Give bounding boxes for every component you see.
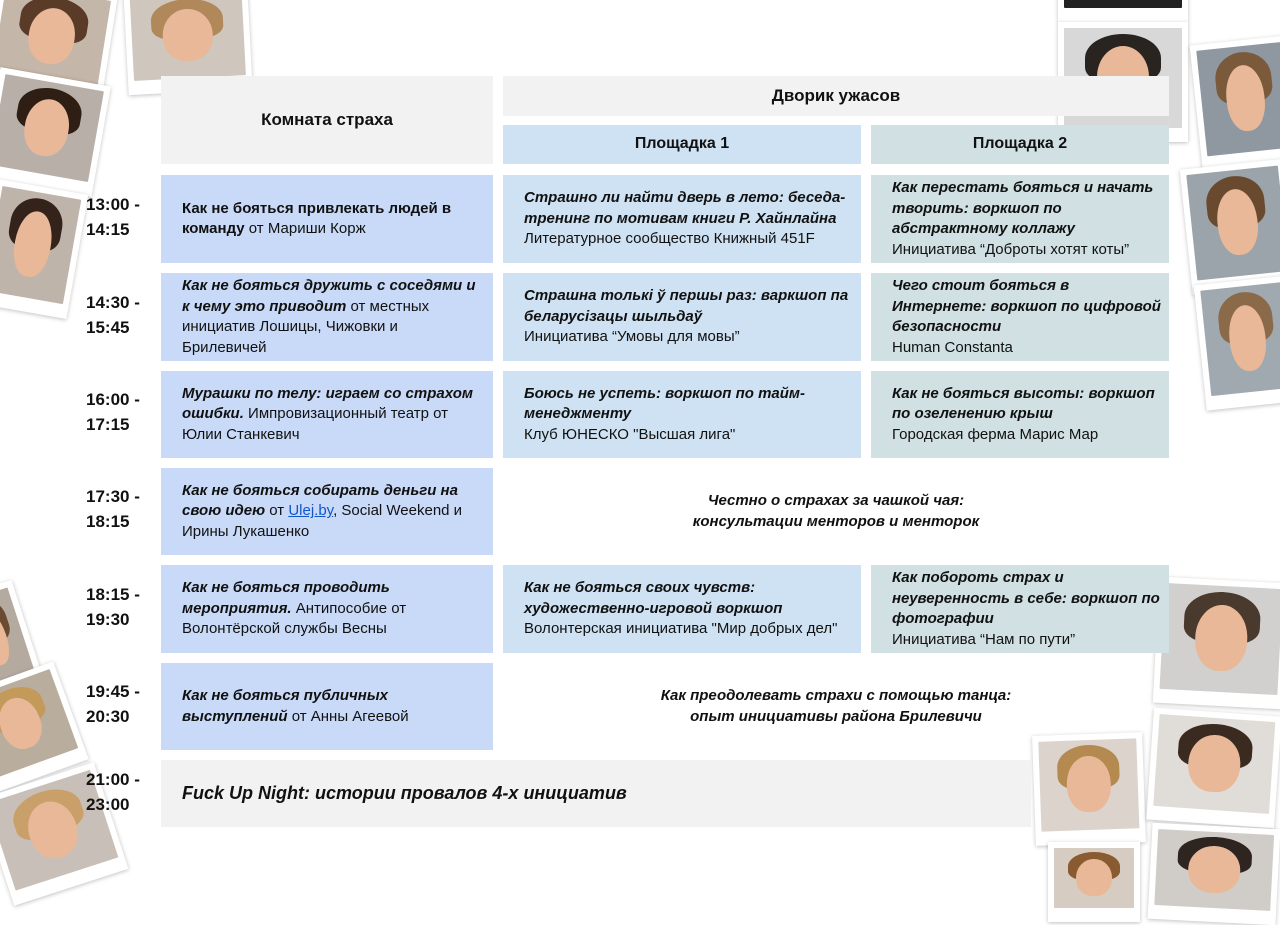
header-stage1-label: Площадка 1 — [634, 135, 730, 153]
session-organizer: Литературное сообщество Книжный 451F — [524, 230, 815, 248]
photo-right-10 — [1148, 823, 1280, 925]
session-host: от местных инициатив Лошицы, Чижовки и Брилевичей — [182, 297, 430, 356]
session-host: , Social Weekend и Ирины Лукашенко — [182, 502, 463, 540]
time-end: 19:30 — [86, 610, 130, 629]
session-host: от Анны Агеевой — [287, 707, 409, 725]
finale-session — [161, 760, 1031, 827]
session-title: Как не бояться дружить с соседями и к чему это приводит — [182, 277, 476, 315]
session-host: от Мариши Корж — [244, 220, 366, 237]
stage1-session-1 — [503, 175, 861, 263]
session-title-line1: Честно о страхах за чашкой чая: — [707, 492, 965, 509]
session-organizer: Инициатива “Умовы для мовы” — [524, 328, 740, 346]
photo-right-4 — [1180, 159, 1280, 295]
session-organizer: Городская ферма Марис Мар — [892, 425, 1099, 443]
header-stage2-label: Площадка 2 — [972, 135, 1068, 153]
time-start: 18:15 - — [86, 585, 140, 604]
photo-left-2 — [0, 67, 111, 197]
room-session-2 — [161, 273, 493, 361]
room-session-1 — [161, 175, 493, 263]
session-organizer: Клуб ЮНЕСКО "Высшая лига" — [524, 425, 736, 443]
time-end: 18:15 — [86, 512, 130, 531]
room-session-3 — [161, 371, 493, 458]
session-organizer: Инициатива “Нам по пути” — [892, 630, 1076, 648]
room-session-4 — [161, 468, 493, 555]
photo-right-5 — [1194, 275, 1280, 410]
time-start: 17:30 - — [86, 487, 140, 506]
session-host-prefix: от — [265, 502, 289, 520]
time-start: 14:30 - — [86, 293, 140, 312]
room-session-6 — [161, 663, 493, 750]
header-yard — [503, 76, 1169, 116]
session-title: Как не бояться проводить мероприятия. — [182, 579, 390, 617]
session-organizer: Инициатива “Доброты хотят коты” — [892, 240, 1130, 258]
session-host: Импровизационный театр от Юлии Станкевич — [182, 405, 449, 443]
session-title: Как не бояться своих чувств: художественно-игровой воркшоп — [524, 579, 783, 617]
finale-title: Fuck Up Night: истории провалов 4-х инициатив — [182, 783, 627, 804]
time-slot-7 — [86, 767, 140, 817]
session-organizer: Волонтерская инициатива "Мир добрых дел" — [524, 620, 838, 638]
photo-left-3 — [0, 179, 88, 319]
session-title: Как не бояться привлекать людей в команду — [182, 199, 452, 237]
photo-right-1 — [1058, 0, 1188, 22]
time-slot-6 — [86, 679, 140, 729]
session-title: Боюсь не успеть: воркшоп по тайм-менеджменту — [524, 384, 806, 423]
time-start: 21:00 - — [86, 770, 140, 789]
session-title: Мурашки по телу: играем со страхом ошибки. — [182, 384, 473, 423]
stage1-session-5 — [503, 565, 861, 653]
photo-right-9 — [1048, 842, 1140, 922]
time-slot-2 — [86, 290, 140, 340]
session-title-line1: Как преодолевать страхи с помощью танца: — [660, 687, 1012, 704]
session-title: Страшна толькі ў першы раз: варкшоп па беларусізацы шыльдаў — [524, 287, 849, 325]
header-yard-label: Дворик ужасов — [771, 85, 901, 105]
stage2-session-3 — [871, 371, 1169, 458]
time-start: 16:00 - — [86, 390, 140, 409]
session-title: Как не бояться высоты: воркшоп по озеленению крыш — [892, 384, 1155, 423]
session-organizer: Human Constanta — [892, 338, 1013, 356]
session-title: Страшно ли найти дверь в лето: беседа-тренинг по мотивам книги Р. Хайнлайна — [524, 189, 846, 227]
header-room-label: Комната страха — [261, 109, 393, 129]
session-title: Как побороть страх и неуверенность в себе: воркшоп по фотографии — [892, 569, 1160, 627]
session-title: Чего стоит бояться в Интернете: воркшоп по цифровой безопасности — [892, 277, 1161, 335]
time-end: 14:15 — [86, 220, 130, 239]
session-title: Как перестать бояться и начать творить: воркшоп по абстрактному коллажу — [892, 179, 1154, 237]
time-end: 17:15 — [86, 415, 130, 434]
stage1-session-3 — [503, 371, 861, 458]
header-stage1 — [503, 125, 861, 164]
stage2-session-5 — [871, 565, 1169, 653]
time-slot-3 — [86, 387, 140, 437]
time-slot-1 — [86, 192, 140, 242]
time-end: 23:00 — [86, 795, 130, 814]
stage1-session-2 — [503, 273, 861, 361]
time-slot-4 — [86, 484, 140, 534]
session-title-line2: консультации менторов и менторок — [692, 512, 980, 530]
session-title: Как не бояться собирать деньги на свою идею — [182, 481, 458, 520]
time-slot-5 — [86, 582, 140, 632]
yard-session-6 — [503, 663, 1169, 750]
session-title-line2: опыт инициативы района Брилевичи — [690, 707, 982, 725]
room-session-5 — [161, 565, 493, 653]
photo-right-6 — [1153, 577, 1280, 710]
session-host: Антипособие от Волонтёрской службы Весны — [182, 599, 407, 638]
session-title: Как не бояться публичных выступлений — [182, 687, 389, 725]
header-room — [161, 76, 493, 164]
ulej-link[interactable]: Ulej.by — [288, 502, 334, 520]
time-start: 19:45 - — [86, 682, 140, 701]
time-start: 13:00 - — [86, 195, 140, 214]
photo-right-3 — [1190, 35, 1280, 171]
stage2-session-2 — [871, 273, 1169, 361]
time-end: 20:30 — [86, 707, 130, 726]
stage2-session-1 — [871, 175, 1169, 263]
header-stage2 — [871, 125, 1169, 164]
time-end: 15:45 — [86, 318, 130, 337]
yard-session-4 — [503, 468, 1169, 555]
